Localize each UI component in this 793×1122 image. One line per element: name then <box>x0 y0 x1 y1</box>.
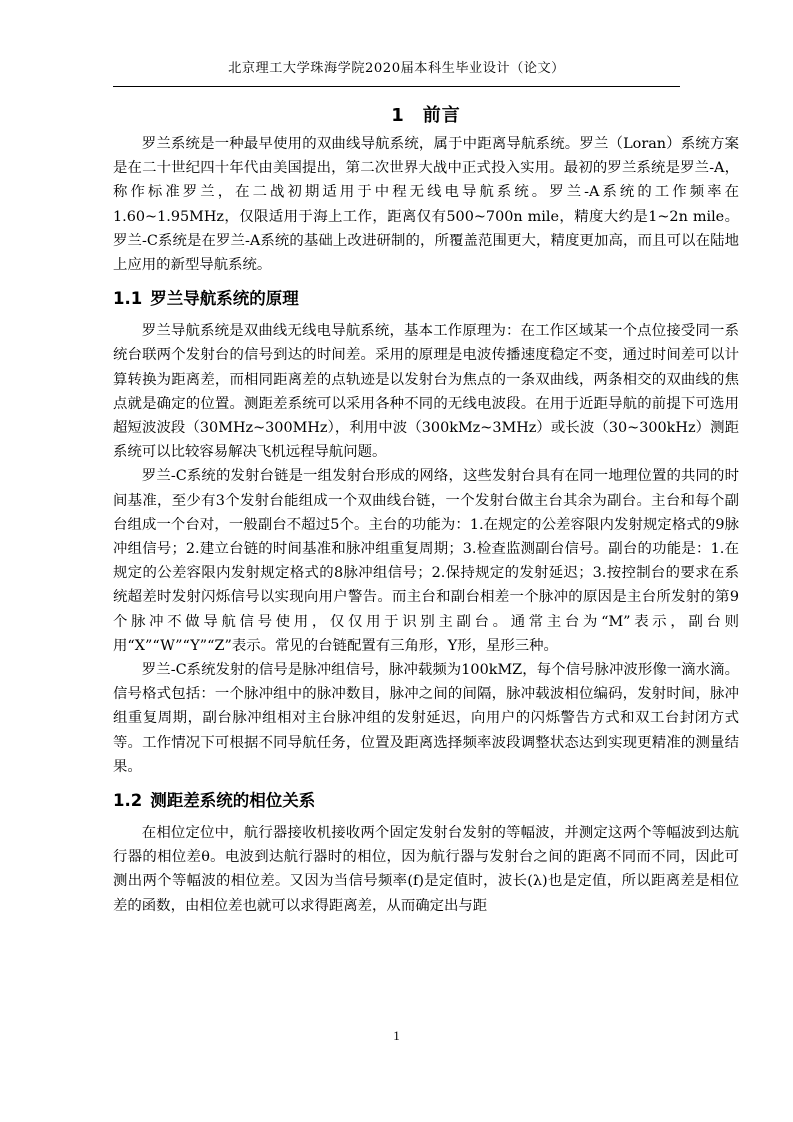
paragraph: 罗兰系统是一种最早使用的双曲线导航系统，属于中距离导航系统。罗兰（Loran）系统方案是在二十世纪四十年代由美国提出，第二次世界大战中正式投入实用。最初的罗兰系统是罗兰-A，称作标准罗兰，在二战初期适用于中程无线电导航系统。罗兰-A系统的工作频率在1.60~1.95MHz，仅限适用于海上工作，距离仅有500~700n mile，精度大约是1~2n mile。罗兰-C系统是在罗兰-A系统的基础上改进研制的，所覆盖范围更大，精度更加高，而且可以在陆地上应用的新型导航系统。 <box>113 136 739 274</box>
paragraph: 罗兰-C系统发射的信号是脉冲组信号，脉冲载频为100kMZ，每个信号脉冲波形像一滴水滴。信号格式包括：一个脉冲组中的脉冲数目，脉冲之间的间隔，脉冲载波相位编码，发射时间，脉冲组重复周期，副台脉冲组相对主台脉冲组的发射延迟，向用户的闪烁警告方式和双工台封闭方式等。工作情况下可根据不同导航任务，位置及距离选择频率波段调整状态达到实现更精准的测量结果。 <box>113 662 739 775</box>
section-title-text: 罗兰导航系统的原理 <box>150 289 299 309</box>
header-rule <box>113 86 680 87</box>
section-heading <box>113 785 739 817</box>
chapter-title-text: 前言 <box>422 105 461 126</box>
chapter-title <box>113 100 739 132</box>
paragraph: 罗兰导航系统是双曲线无线电导航系统，基本工作原理为：在工作区域某一个点位接受同一系统台联两个发射台的信号到达的时间差。采用的原理是电波传播速度稳定不变，通过时间差可以计算转换为距离差，而相同距离差的点轨迹是以发射台为焦点的一条双曲线，两条相交的双曲线的焦点就是确定的位置。测距差系统可以采用各种不同的无线电波段。在用于近距导航的前提下可选用超短波波段（30MHz~300MHz），利用中波（300kMz~3MHz）或长波（30~300kHz）测距系统可以比较容易解决飞机远程导航问题。 <box>113 323 739 461</box>
section-heading <box>113 283 739 315</box>
chapter-number: 1 <box>391 105 405 126</box>
paragraph: 在相位定位中，航行器接收机接收两个固定发射台发射的等幅波，并测定这两个等幅波到达航行器的相位差θ。电波到达航行器时的相位，因为航行器与发射台之间的距离不同而不同，因此可测出两个等幅波的相位差。又因为当信号频率(f)是定值时，波长(λ)也是定值，所以距离差是相位差的函数，由相位差也就可以求得距离差，从而确定出与距 <box>113 825 739 914</box>
section-title-text: 测距差系统的相位关系 <box>150 791 316 811</box>
section-number: 1.2 <box>113 791 143 811</box>
page-body <box>113 100 739 918</box>
running-header: 北京理工大学珠海学院2020届本科生毕业设计（论文） <box>228 61 565 76</box>
paragraph: 罗兰-C系统的发射台链是一组发射台形成的网络，这些发射台具有在同一地理位置的共同的时间基准，至少有3个发射台能组成一个双曲线台链，一个发射台做主台其余为副台。主台和每个副台组成一个台对，一般副台不超过5个。主台的功能为：1.在规定的公差容限内发射规定格式的9脉冲组信号；2.建立台链的时间基准和脉冲组重复周期；3.检查监测副台信号。副台的功能是：1.在规定的公差容限内发射规定格式的8脉冲组信号；2.保持规定的发射延迟；3.按控制台的要求在系统超差时发射闪烁信号以实现向用户警告。而主台和副台相差一个脉冲的原因是主台所发射的第9个脉冲不做导航信号使用，仅仅用于识别主副台。通常主台为“M”表示，副台则用“X”“W”“Y”“Z”表示。常见的台链配置有三角形，Y形，星形三种。 <box>113 468 739 654</box>
page-number: 1 <box>393 1028 400 1043</box>
section-number: 1.1 <box>113 289 143 309</box>
